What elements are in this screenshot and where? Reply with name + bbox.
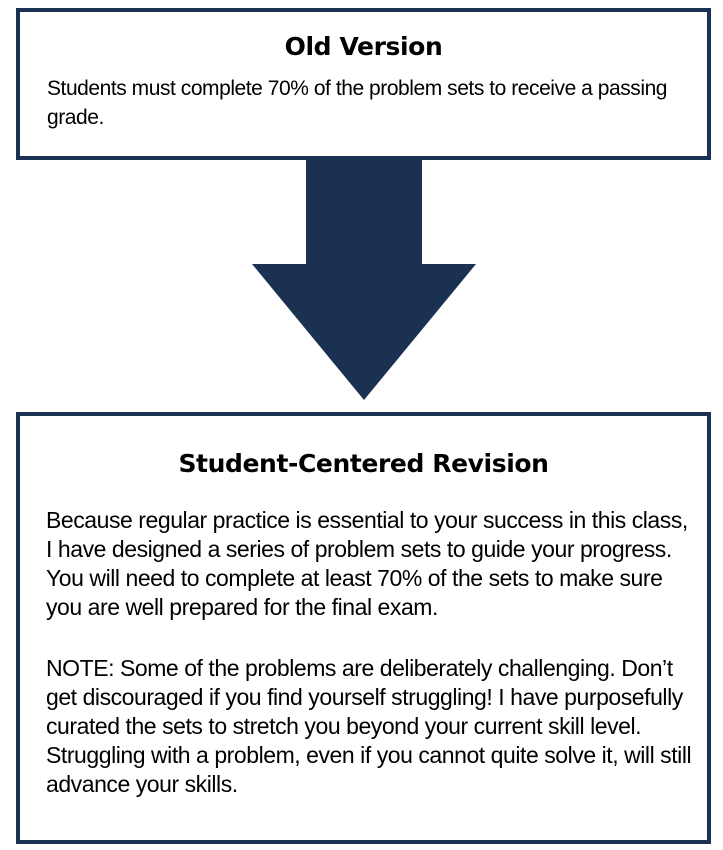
revision-title: Student-Centered Revision [178,449,549,478]
revision-panel [16,412,711,844]
old-version-body-text: Students must complete 70% of the problem sets to receive a passing grade. [47,77,668,129]
revision-paragraph-2: NOTE: Some of the problems are deliberately challenging. Don’t get discouraged if you find yourself struggling! I have purposefully curated the sets to stretch you beyond your current skill level. Struggling with a problem, even if you cannot quite solve it, will still advance your skills. [46,655,692,797]
revision-paragraph-1: Because regular practice is essential to your success in this class, I have designed a series of problem sets to guide your progress. You will need to complete at least 70% of the sets to make sure you are well prepared for the final exam. [46,507,688,620]
down-arrow-icon [252,158,476,400]
old-version-panel [16,8,711,160]
old-version-title: Old Version [284,32,443,61]
